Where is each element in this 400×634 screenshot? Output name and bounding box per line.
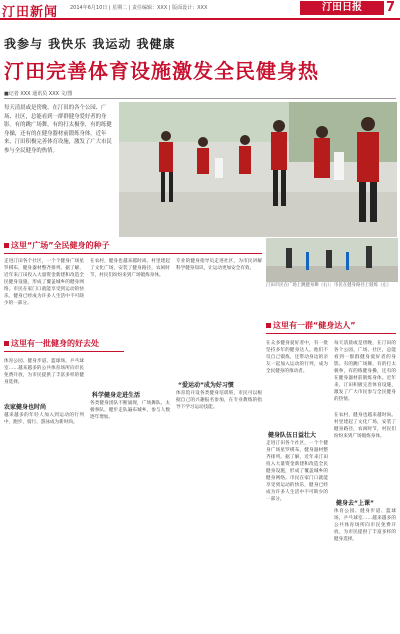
article-byline: ■记者 XXX 通讯员 XXX 文/图 [4,91,73,97]
article-subhead: 我参与 我快乐 我运动 我健康 [4,37,176,51]
section-1-rule [4,253,262,254]
photo-caption: 汀田市民在广场上跳健身舞（右）；市民在健身路径上锻炼（左） [266,283,392,288]
subsection-4-body: 走进汀田各个社区，一个个健身广场星罗棋布，健身器材整齐排列。据了解，近年来汀田投入大量资金新建和改造全民健身设施，形成了覆盖城乡的健身网络。市民在家门口就能享受到运动的快乐，健身已经成为许多人生活中不可缺少的一部分。 [266,441,328,502]
article-headline: 汀田完善体育设施激发全民健身热 [4,59,319,83]
photo-dancers-image [119,102,397,237]
subsection-5-title: 健身去“上课” [336,500,374,507]
section-2-title: 这里有一批健身的好去处 [4,338,99,349]
section-3-col-1: 在众多健身爱好者中，有一批坚持多年的健身达人。他们不仅自己锻炼，还带动身边的亲友一起加入运动的行列，成为全民健身的推动者。 [266,341,328,374]
article-lead: 每天清晨或是傍晚，在汀田的各个公园、广场、社区，总能看到一群群健身爱好者的身影。有的跳广场舞，有的打太极拳，有的练健身操，还有的在健身器材前锻炼身体。近年来，汀田积极完善体育设施，激发了广大市民参与全民健身的热情。 [4,105,112,154]
subsection-4-title: 健身队伍日益壮大 [268,432,317,439]
subsection-5-body: 体育公园、健身步道、篮球场、乒乓球室……越来越多的公共体育场所向市民免费开放，为市民提供了丰富多样的健身选择。 [334,509,396,542]
section-marker-icon [4,243,9,248]
section-1-title: 这里“广场”全民健身的种子 [4,240,110,251]
subsection-1-title: 农家健身也时尚 [4,404,47,411]
section-1-col-3: 专业的健身指导员走进社区，为市民讲解科学健身知识，让运动更加安全有效。 [176,259,262,271]
divider [4,98,396,99]
subsection-3-title: “爱运动”成为好习惯 [178,382,234,389]
section-3-title: 这里有一群“健身达人” [266,320,356,331]
subsection-1-body: 越来越多的年轻人加入到运动的行列中，跑步、骑行、游泳成为新时尚。 [4,413,84,425]
section-3-col-2b: 在农村，健身也越来越时尚。村里建起了文化广场，安装了健身路径，农闲时节，村民们纷纷来到广场锻炼身体。 [334,413,396,439]
page-number: 7 [386,0,396,15]
section-title: 汀田新闻 [2,5,59,20]
section-3-rule [266,333,396,334]
section-2-col-1: 体育公园、健身步道、篮球场、乒乓球室……越来越多的公共体育场所向市民免费开放，为市民提供了丰富多样的健身选择。 [4,359,84,385]
section-marker-icon [266,323,271,328]
section-1-col-2: 在农村，健身也越来越时尚。村里建起了文化广场，安装了健身路径，农闲时节，村民们纷纷来到广场锻炼身体。 [90,259,170,278]
subsection-2-title: 科学健身走进生活 [92,392,141,399]
section-2-rule [4,351,124,352]
section-3-col-2: 每天清晨或是傍晚，在汀田的各个公园、广场、社区，总能看到一群群健身爱好者的身影。有的跳广场舞，有的打太极拳，有的练健身操，还有的在健身器材前锻炼身体。近年来，汀田积极完善体育设施，激发了广大市民参与全民健身的热情。 [334,341,396,402]
secondary-photo [266,238,398,282]
section-marker-icon [4,341,9,346]
photo-exercise-image [266,238,398,282]
section-1-col-1: 走进汀田各个社区，一个个健身广场星罗棋布，健身器材整齐排列。据了解，近年来汀田投入大量资金新建和改造全民健身设施，形成了覆盖城乡的健身网络。市民在家门口就能享受到运动的快乐，健身已经成为许多人生活中不可缺少的一部分。 [4,259,84,306]
subsection-3-body: 体育馆开设各类健身培训班，市民可以根据自己的兴趣报名参加，在专业教练的指导下学习运动技能。 [176,391,262,410]
main-photo [119,102,397,237]
subsection-2-body: 各类健身团队不断涌现，广场舞队、太极拳队、健步走队遍布城乡，参与人数逐年增加。 [90,401,170,420]
date-line: 2014年6月10日 | 星期二 | 责任编辑：XXX | 版面设计：XXX [70,5,208,11]
newspaper-logo: 汀田日报 [300,1,384,15]
